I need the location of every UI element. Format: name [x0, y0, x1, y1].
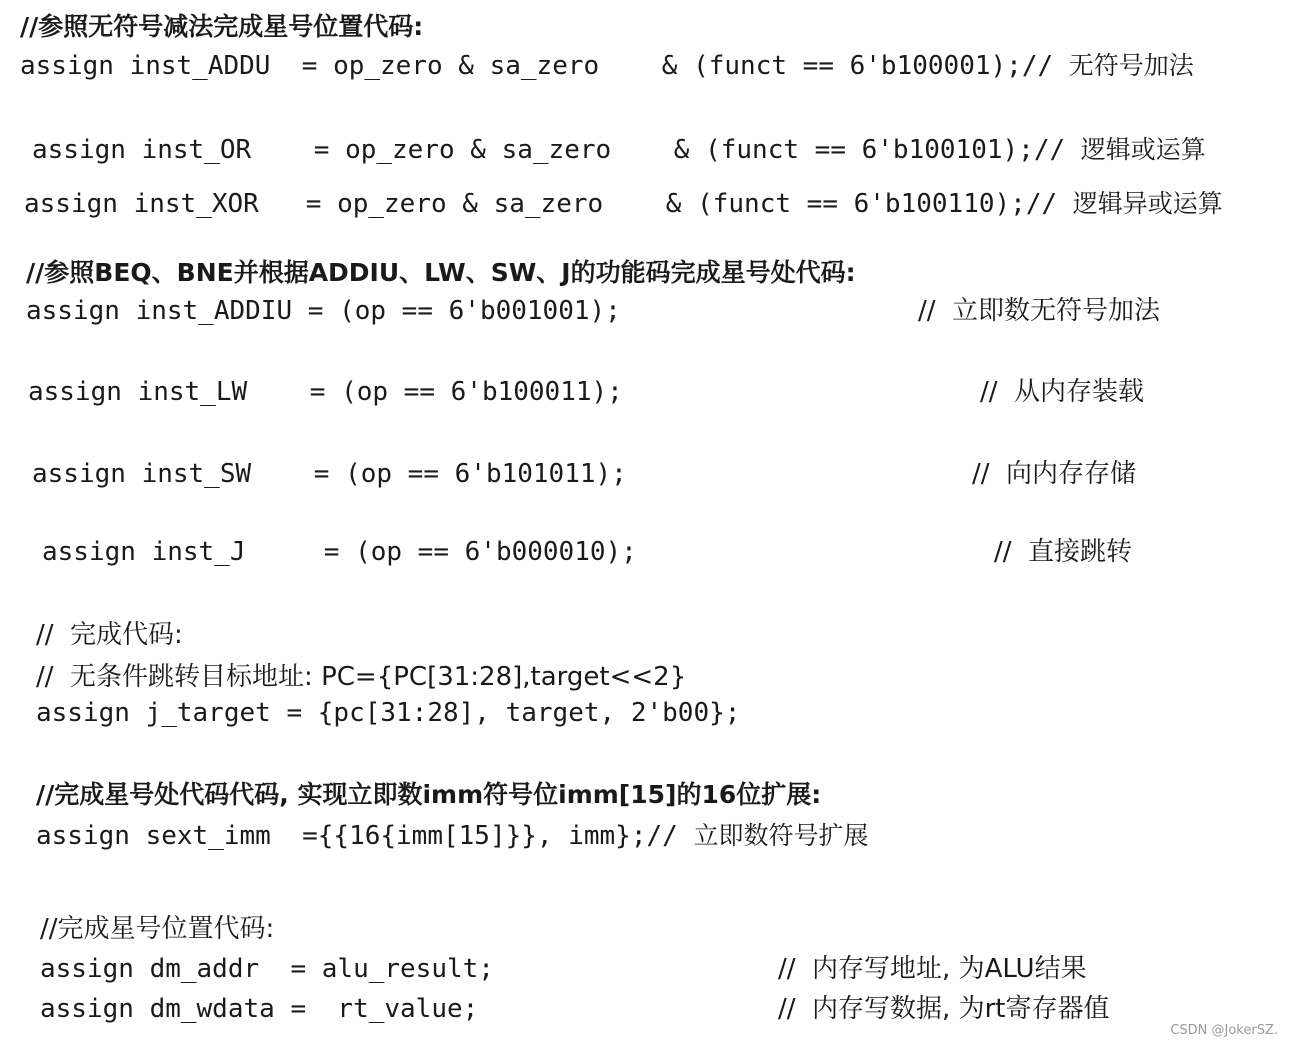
- comment-inst-lw: // 从内存装载: [980, 377, 1145, 407]
- heading-unsigned-sub: //参照无符号减法完成星号位置代码:: [20, 12, 424, 41]
- code-line-dm-wdata: assign dm_wdata = rt_value;: [40, 994, 479, 1024]
- code-line-inst-j: assign inst_J = (op == 6'b000010);: [42, 537, 637, 567]
- comment-inst-j: // 直接跳转: [994, 537, 1133, 567]
- code-text: assign inst_ADDU = op_zero & sa_zero & (funct == 6'b100001);//: [20, 51, 1054, 81]
- code-comment: 逻辑异或运算: [1072, 189, 1223, 218]
- comment-inst-addiu: // 立即数无符号加法: [918, 296, 1161, 326]
- watermark: CSDN @JokerSZ.: [1170, 1023, 1278, 1038]
- code-line-inst-lw: assign inst_LW = (op == 6'b100011);: [28, 377, 623, 407]
- code-line-sext-imm: [36, 821, 868, 851]
- code-line-inst-sw: assign inst_SW = (op == 6'b101011);: [32, 459, 627, 489]
- comment-inst-sw: // 向内存存储: [972, 459, 1137, 489]
- code-comment: 逻辑或运算: [1080, 135, 1206, 164]
- code-line-dm-addr: assign dm_addr = alu_result;: [40, 954, 494, 984]
- code-comment: 无符号加法: [1068, 51, 1194, 80]
- code-line-inst-addiu: assign inst_ADDIU = (op == 6'b001001);: [26, 296, 621, 326]
- code-line-inst-or: [32, 135, 1206, 165]
- code-line-inst-xor: [24, 189, 1223, 219]
- code-text: assign inst_OR = op_zero & sa_zero & (funct == 6'b100101);//: [32, 135, 1066, 165]
- heading-sign-extend: //完成星号处代码代码, 实现立即数imm符号位imm[15]的16位扩展:: [36, 780, 822, 809]
- bottom-crop-edge: [0, 1030, 1292, 1046]
- comment-dm-wdata: // 内存写数据, 为rt寄存器值: [778, 994, 1110, 1024]
- code-line-inst-addu: [20, 51, 1194, 81]
- heading-complete-code: // 完成代码:: [36, 620, 183, 650]
- heading-opcode: //参照BEQ、BNE并根据ADDIU、LW、SW、J的功能码完成星号处代码:: [26, 258, 856, 287]
- code-line-j-target: assign j_target = {pc[31:28], target, 2'b00};: [36, 698, 741, 728]
- comment-jump-target: // 无条件跳转目标地址: PC={PC[31:28],target<<2}: [36, 662, 687, 692]
- comment-dm-addr: // 内存写地址, 为ALU结果: [778, 954, 1087, 984]
- code-text: assign sext_imm ={{16{imm[15]}}, imm};//: [36, 821, 678, 851]
- code-comment: 立即数符号扩展: [693, 821, 869, 850]
- code-text: assign inst_XOR = op_zero & sa_zero & (funct == 6'b100110);//: [24, 189, 1058, 219]
- heading-complete-star: //完成星号位置代码:: [40, 914, 275, 944]
